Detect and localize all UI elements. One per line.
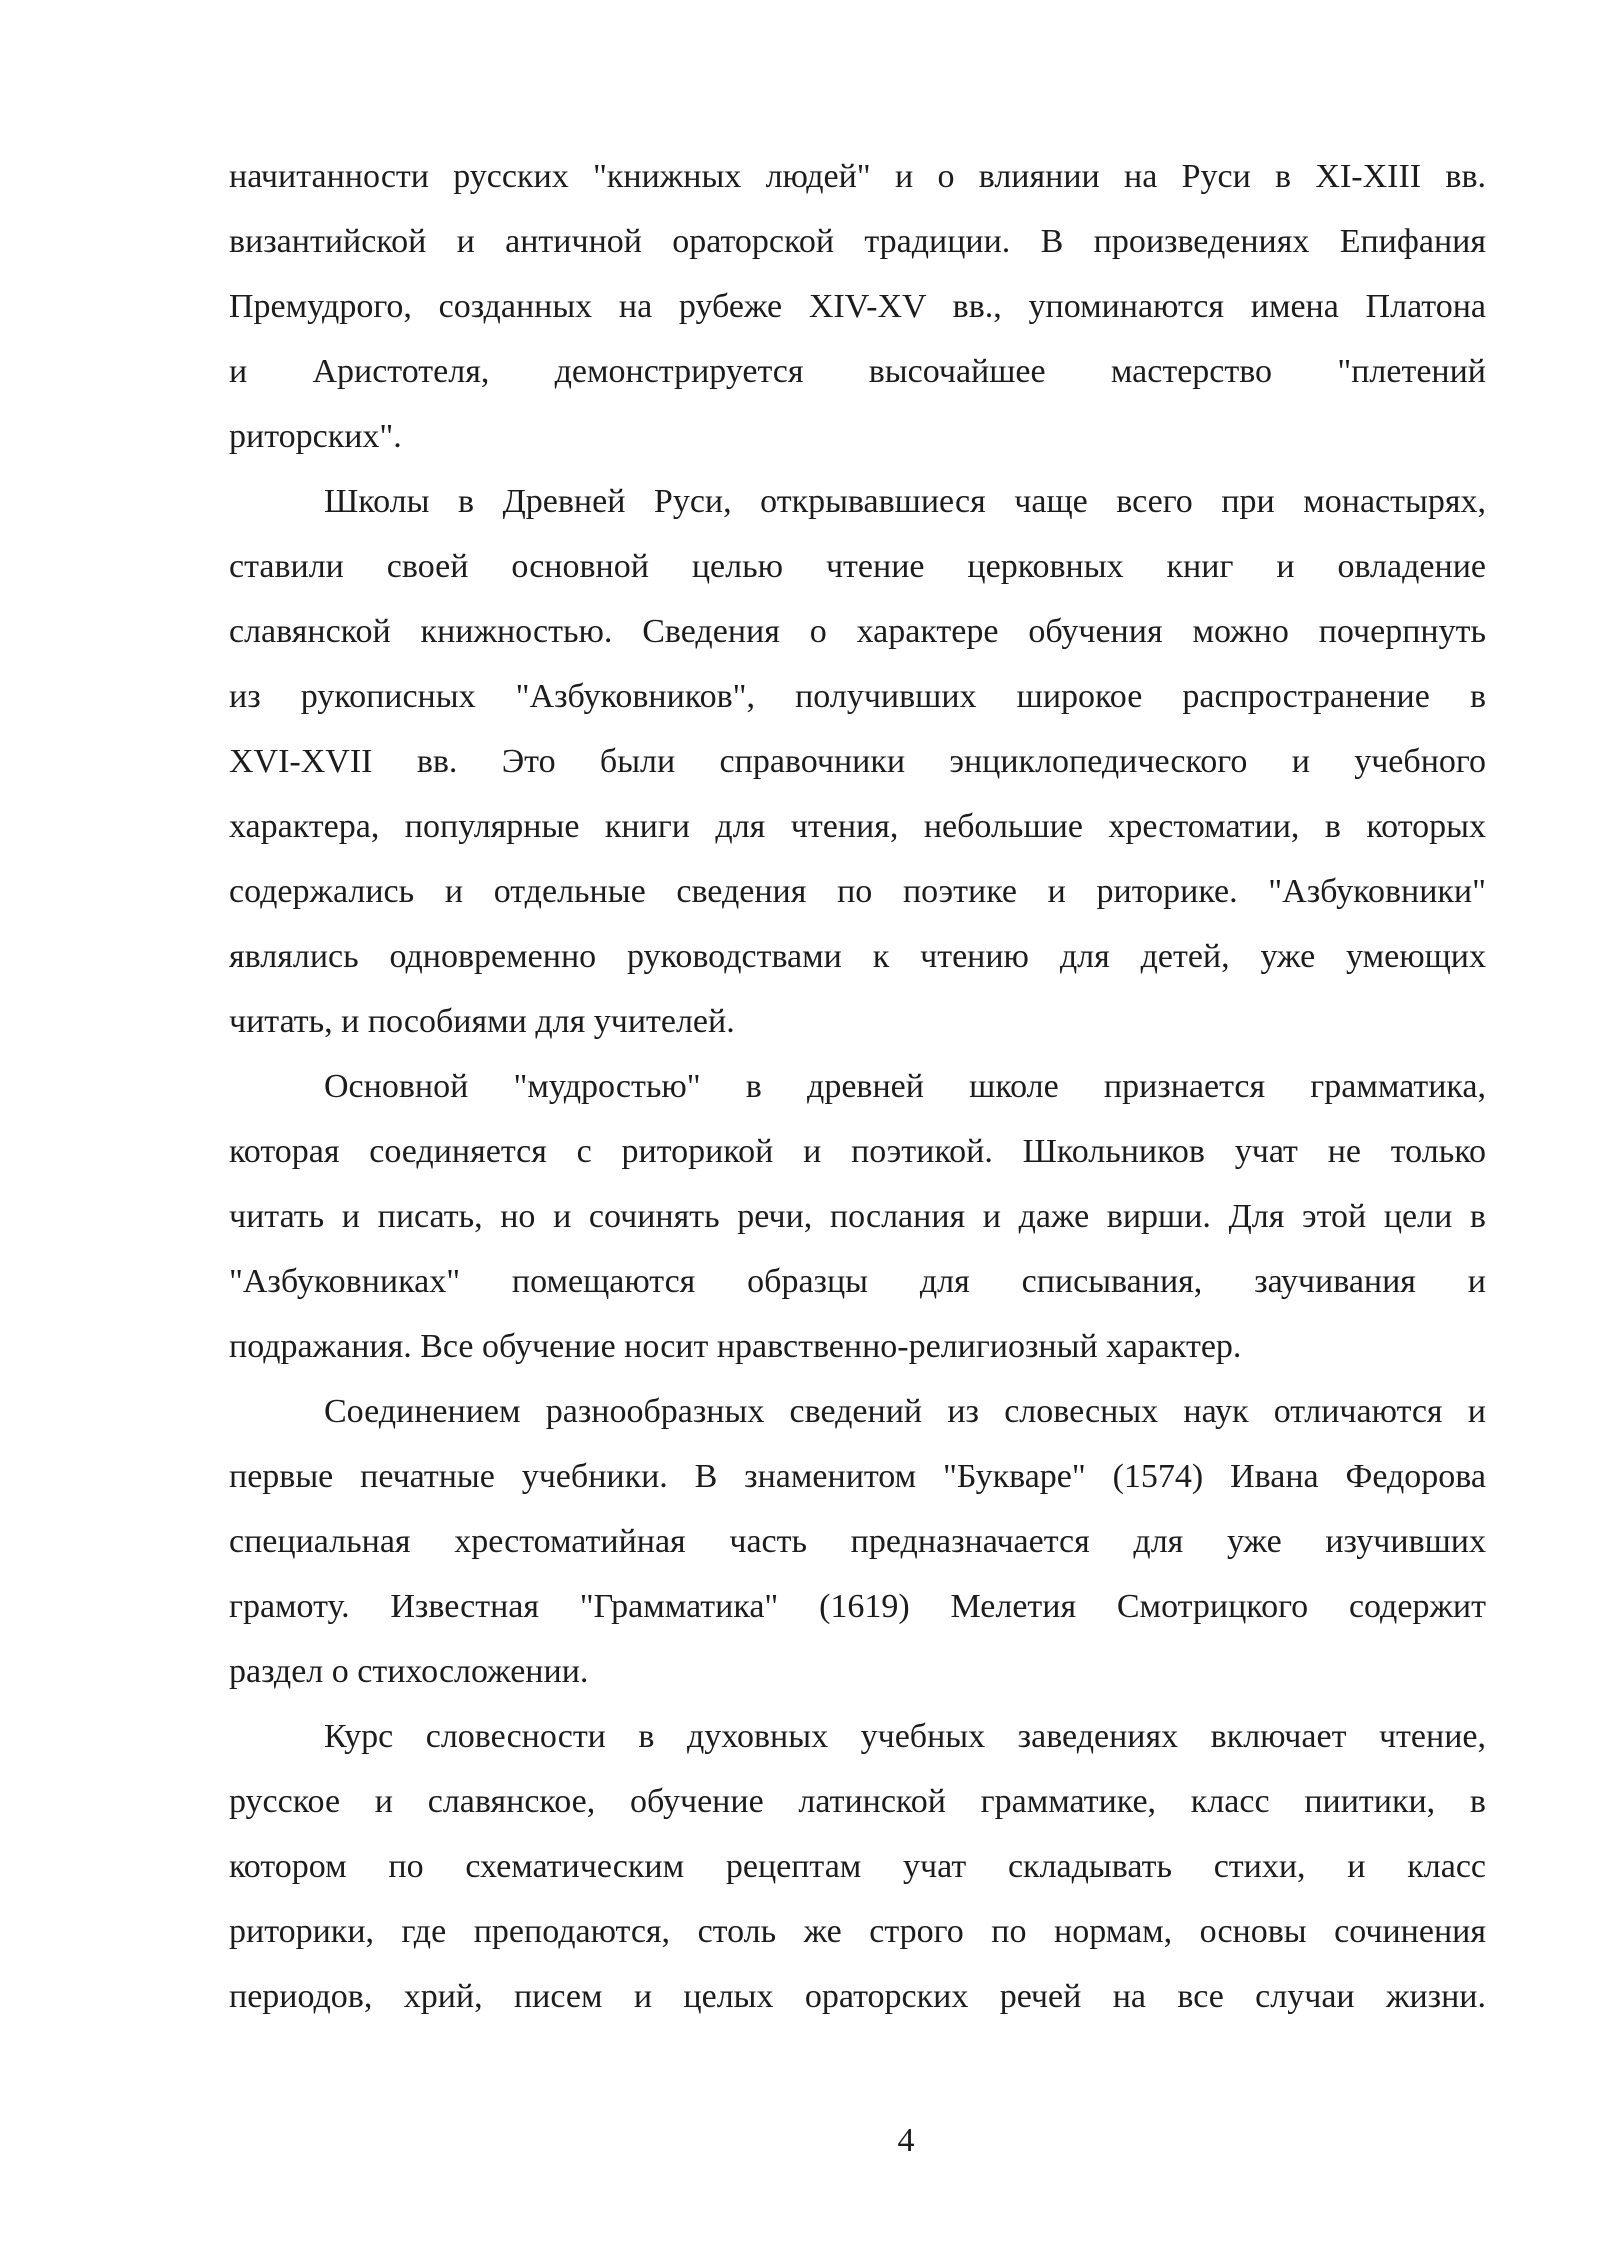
text-line: характера, популярные книги для чтения, небольшие хрестоматии, в которых [229, 808, 1486, 845]
page-number: 4 [897, 2122, 915, 2159]
text-line: первые печатные учебники. В знаменитом "Букваре" (1574) Ивана Федорова [229, 1458, 1486, 1495]
text-line: Соединением разнообразных сведений из словесных наук отличаются и [324, 1393, 1486, 1430]
text-line: начитанности русских "книжных людей" и о влиянии на Руси в XI-XIII вв. [229, 158, 1486, 195]
text-line: котором по схематическим рецептам учат складывать стихи, и класс [229, 1848, 1486, 1885]
text-line: византийской и античной ораторской традиции. В произведениях Епифания [229, 223, 1486, 260]
paragraph [229, 1704, 1486, 2029]
text-line: риторских". [229, 418, 402, 455]
text-line: периодов, хрий, писем и целых ораторских речей на все случаи жизни. [229, 1978, 1486, 2015]
text-line: Школы в Древней Руси, открывавшиеся чаще всего при монастырях, [324, 483, 1486, 520]
text-line: содержались и отдельные сведения по поэтике и риторике. "Азбуковники" [229, 873, 1486, 910]
text-line: читать, и пособиями для учителей. [229, 1003, 735, 1040]
text-line: славянской книжностью. Сведения о характере обучения можно почерпнуть [229, 613, 1486, 650]
paragraph [229, 1379, 1486, 1704]
text-line: ставили своей основной целью чтение церковных книг и овладение [229, 548, 1486, 585]
paragraph [229, 1054, 1486, 1379]
text-line: "Азбуковниках" помещаются образцы для списывания, заучивания и [229, 1263, 1486, 1300]
document-body [229, 144, 1486, 2029]
text-line: являлись одновременно руководствами к чтению для детей, уже умеющих [229, 938, 1486, 975]
text-line: грамоту. Известная "Грамматика" (1619) Мелетия Смотрицкого содержит [229, 1588, 1486, 1625]
paragraph [229, 144, 1486, 469]
text-line: специальная хрестоматийная часть предназначается для уже изучивших [229, 1523, 1486, 1560]
text-line: Основной "мудростью" в древней школе признается грамматика, [324, 1068, 1486, 1105]
text-line: Премудрого, созданных на рубеже XIV-XV вв., упоминаются имена Платона [229, 288, 1486, 325]
text-line: Курс словесности в духовных учебных заведениях включает чтение, [324, 1718, 1486, 1755]
text-line: русское и славянское, обучение латинской грамматике, класс пиитики, в [229, 1783, 1486, 1820]
text-line: XVI-XVII вв. Это были справочники энциклопедического и учебного [229, 743, 1486, 780]
text-line: читать и писать, но и сочинять речи, послания и даже вирши. Для этой цели в [229, 1198, 1486, 1235]
text-line: риторики, где преподаются, столь же строго по нормам, основы сочинения [229, 1913, 1486, 1950]
text-line: и Аристотеля, демонстрируется высочайшее мастерство "плетений [229, 353, 1486, 390]
text-line: из рукописных "Азбуковников", получивших широкое распространение в [229, 678, 1486, 715]
text-line: подражания. Все обучение носит нравственно-религиозный характер. [229, 1328, 1242, 1365]
text-line: раздел о стихосложении. [229, 1653, 589, 1690]
text-line: которая соединяется с риторикой и поэтикой. Школьников учат не только [229, 1133, 1486, 1170]
paragraph [229, 469, 1486, 1054]
